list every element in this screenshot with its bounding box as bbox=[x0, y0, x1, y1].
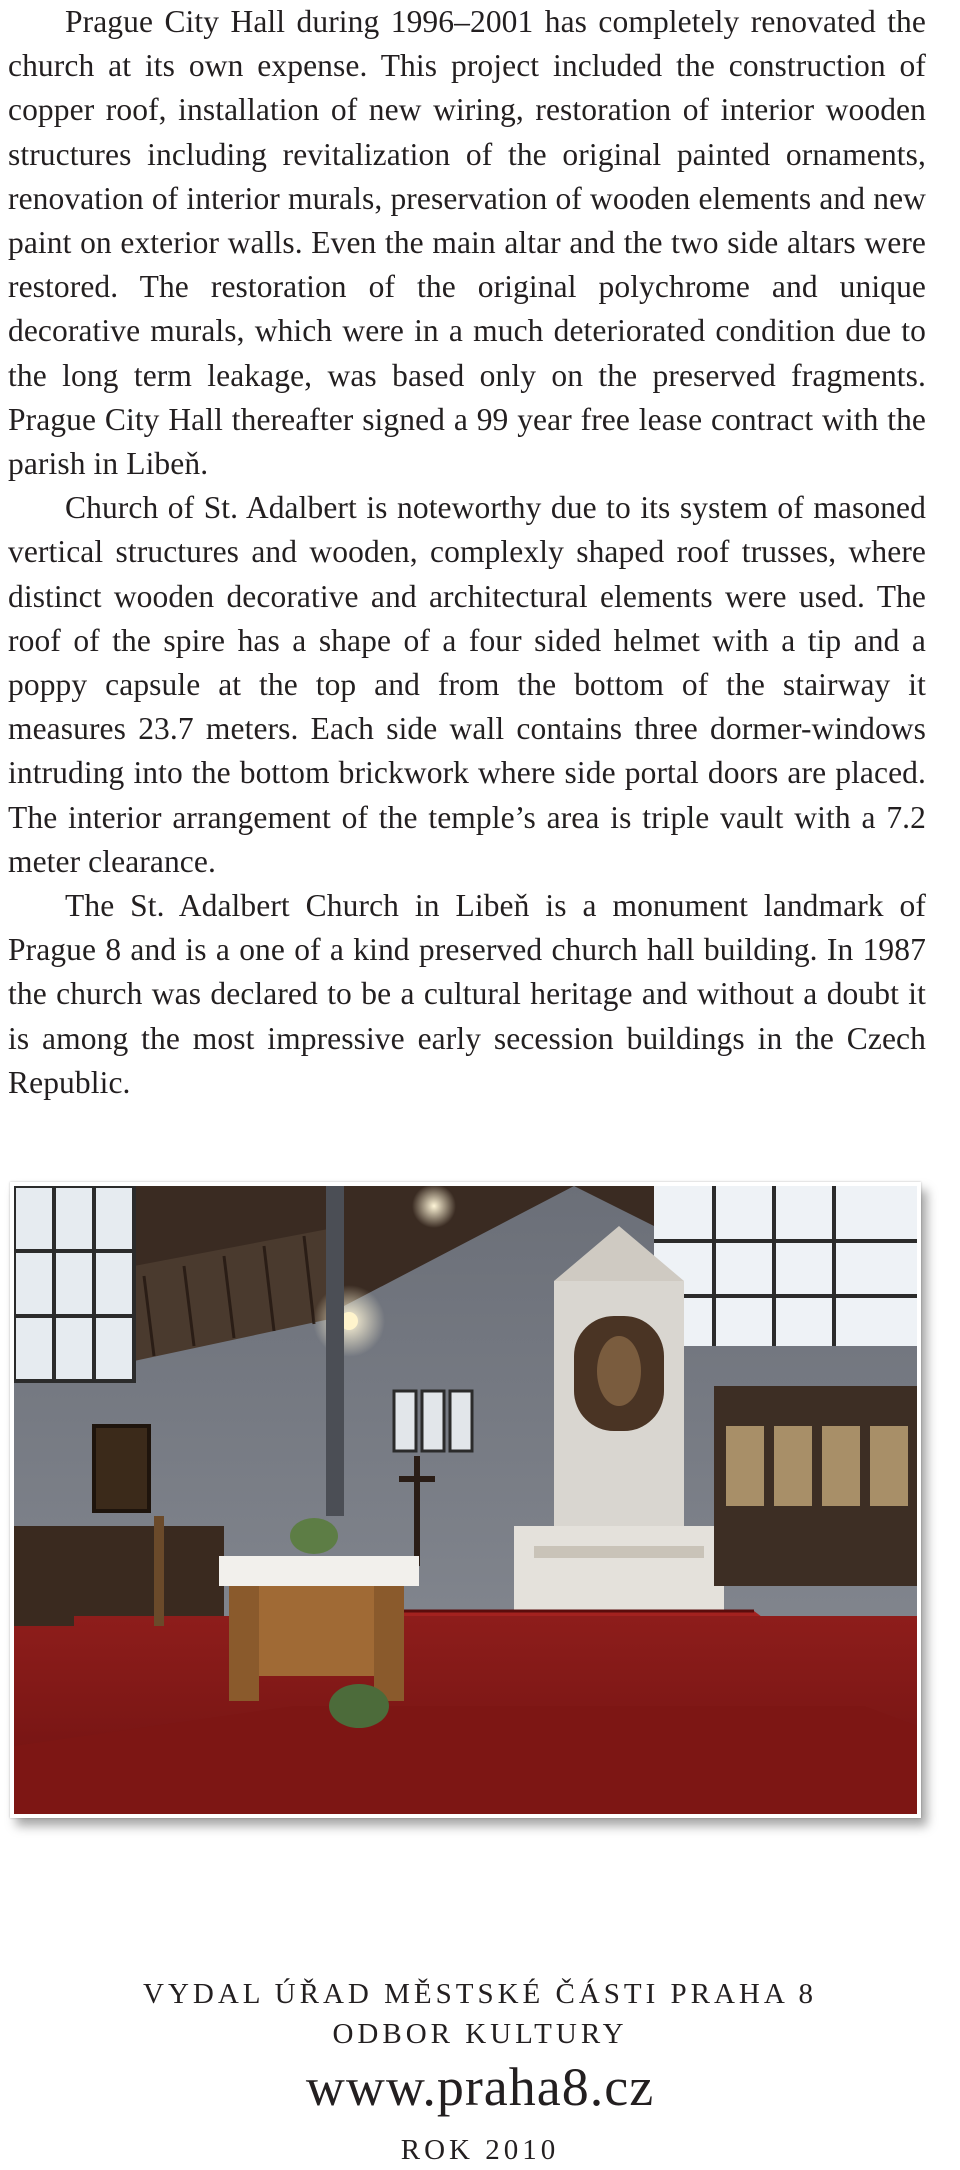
footer-website-link[interactable]: www.praha8.cz bbox=[305, 2057, 655, 2117]
footer-publisher: VYDAL ÚŘAD MĚSTSKÉ ČÁSTI PRAHA 8 bbox=[143, 1978, 817, 2010]
front-altar-table bbox=[229, 1586, 259, 1701]
church-interior-illustration bbox=[14, 1186, 917, 1814]
altar-table bbox=[514, 1526, 724, 1611]
church-interior-photo bbox=[10, 1182, 921, 1818]
pillar bbox=[326, 1186, 344, 1516]
crucifix bbox=[414, 1456, 420, 1566]
side-windows bbox=[394, 1391, 472, 1451]
article-paragraph-1: Prague City Hall during 1996–2001 has completely renovated the church at its own expense. This project included the construction of copper roof, installation of new wiring, restoration of interior wooden structures including revitalization of the original painted ornaments, renovation of interior murals, preservation of wooden elements and new paint on exterior walls. Even the main altar and the two side altars were restored. The restoration of the original polychrome and unique decorative murals, which were in a much deteriorated condition due to the long term leakage, was based only on the preserved fragments. Prague City Hall thereafter signed a 99 year free lease contract with the parish in Libeň. bbox=[8, 4, 926, 482]
wall-painting bbox=[94, 1426, 149, 1511]
article-body bbox=[8, 0, 926, 1105]
article-paragraph-2: Church of St. Adalbert is noteworthy due to its system of masoned vertical structures and wooden, complexly shaped roof trusses, where distinct wooden decorative and architectural elements were used. The roof of the spire has a shape of a four sided helmet with a tip and a poppy capsule at the top and from the bottom of the stairway it measures 23.7 meters. Each side wall contains three dormer-windows intruding into the bottom brickwork where side portal doors are placed. The interior arrangement of the temple’s area is triple vault with a 7.2 meter clearance. bbox=[8, 490, 926, 879]
front-altar-cloth bbox=[219, 1556, 419, 1586]
article-paragraph-3: The St. Adalbert Church in Libeň is a monument landmark of Prague 8 and is a one of a kind preserved church hall building. In 1987 the church was declared to be a cultural heritage and without a doubt it is among the most impressive early secession buildings in the Czech Republic. bbox=[8, 888, 926, 1100]
right-window bbox=[654, 1186, 917, 1346]
plant bbox=[329, 1684, 389, 1728]
footer-department: ODBOR KULTURY bbox=[332, 2018, 628, 2050]
footer-year: ROK 2010 bbox=[400, 2134, 560, 2166]
candle-stand bbox=[154, 1516, 164, 1626]
left-window bbox=[14, 1186, 134, 1381]
